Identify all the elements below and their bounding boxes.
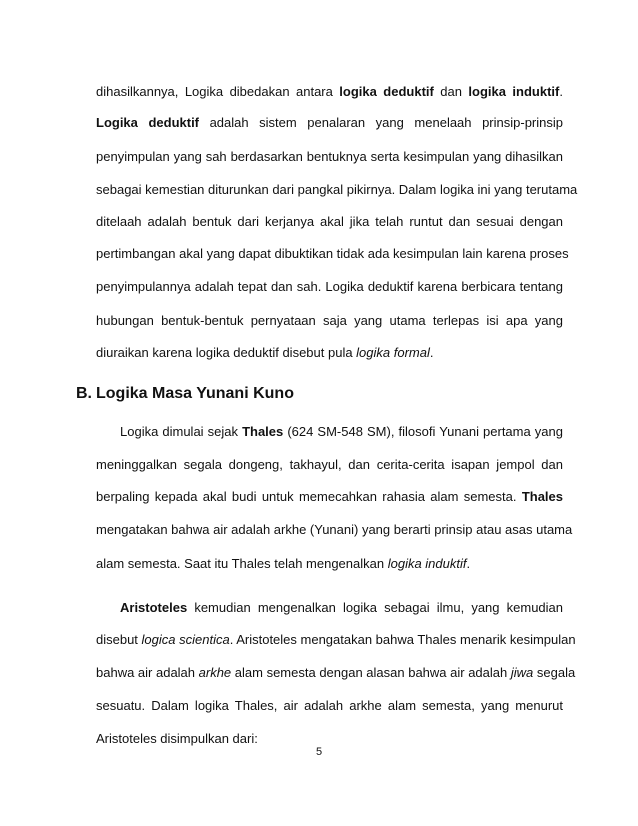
text-line: Logika deduktif adalah sistem penalaran yang menelaah prinsip-prinsip xyxy=(96,115,563,130)
text-line: dihasilkannya, Logika dibedakan antara logika deduktif dan logika induktif. xyxy=(96,84,563,99)
text-line: Aristoteles kemudian mengenalkan logika sebagai ilmu, yang kemudian xyxy=(120,600,563,615)
italic-term: logica scientica xyxy=(141,632,230,647)
text-line: bahwa air adalah arkhe alam semesta dengan alasan bahwa air adalah jiwa segala xyxy=(96,665,576,680)
bold-term: logika induktif xyxy=(468,84,560,99)
text-line: pertimbangan akal yang dapat dibuktikan tidak ada kesimpulan lain karena proses xyxy=(96,246,569,261)
text-line: sebagai kemestian diturunkan dari pangkal pikirnya. Dalam logika ini yang terutama xyxy=(96,182,578,197)
text-line: mengatakan bahwa air adalah arkhe (Yunani) yang berarti prinsip atau asas utama xyxy=(96,522,573,537)
bold-term: logika deduktif xyxy=(339,84,434,99)
section-number: B. xyxy=(76,385,92,402)
italic-term: jiwa xyxy=(510,665,534,680)
text-line: disebut logica scientica. Aristoteles mengatakan bahwa Thales menarik kesimpulan xyxy=(96,632,576,647)
text-line: alam semesta. Saat itu Thales telah mengenalkan logika induktif. xyxy=(96,556,471,571)
section-title: Logika Masa Yunani Kuno xyxy=(96,385,294,402)
italic-term: logika induktif xyxy=(387,556,467,571)
bold-term: Logika deduktif xyxy=(96,115,200,130)
bold-term: Thales xyxy=(242,424,284,439)
bold-term: Thales xyxy=(521,489,563,504)
text-line: Aristoteles disimpulkan dari: xyxy=(96,731,258,746)
text-line: sesuatu. Dalam logika Thales, air adalah arkhe alam semesta, yang menurut xyxy=(96,698,563,713)
text-line: penyimpulannya adalah tepat dan sah. Logika deduktif karena berbicara tentang xyxy=(96,279,563,294)
text-line: meninggalkan segala dongeng, takhayul, dan cerita-cerita isapan jempol dan xyxy=(96,457,563,472)
text-line: penyimpulan yang sah berdasarkan bentuknya serta kesimpulan yang dihasilkan xyxy=(96,149,563,164)
text-line: hubungan bentuk-bentuk pernyataan saja yang utama terlepas isi apa yang xyxy=(96,313,563,328)
text-line: ditelaah adalah bentuk dari kerjanya akal jika telah runtut dan sesuai dengan xyxy=(96,214,563,229)
bold-term: Aristoteles xyxy=(120,600,188,615)
text-line: diuraikan karena logika deduktif disebut pula logika formal. xyxy=(96,345,434,360)
text-line: Logika dimulai sejak Thales (624 SM-548 SM), filosofi Yunani pertama yang xyxy=(120,424,563,439)
italic-term: arkhe xyxy=(198,665,232,680)
text-line: berpaling kepada akal budi untuk memecahkan rahasia alam semesta. Thales xyxy=(96,489,563,504)
page-number: 5 xyxy=(315,746,323,758)
section-heading xyxy=(76,385,294,403)
italic-term: logika formal xyxy=(356,345,430,360)
